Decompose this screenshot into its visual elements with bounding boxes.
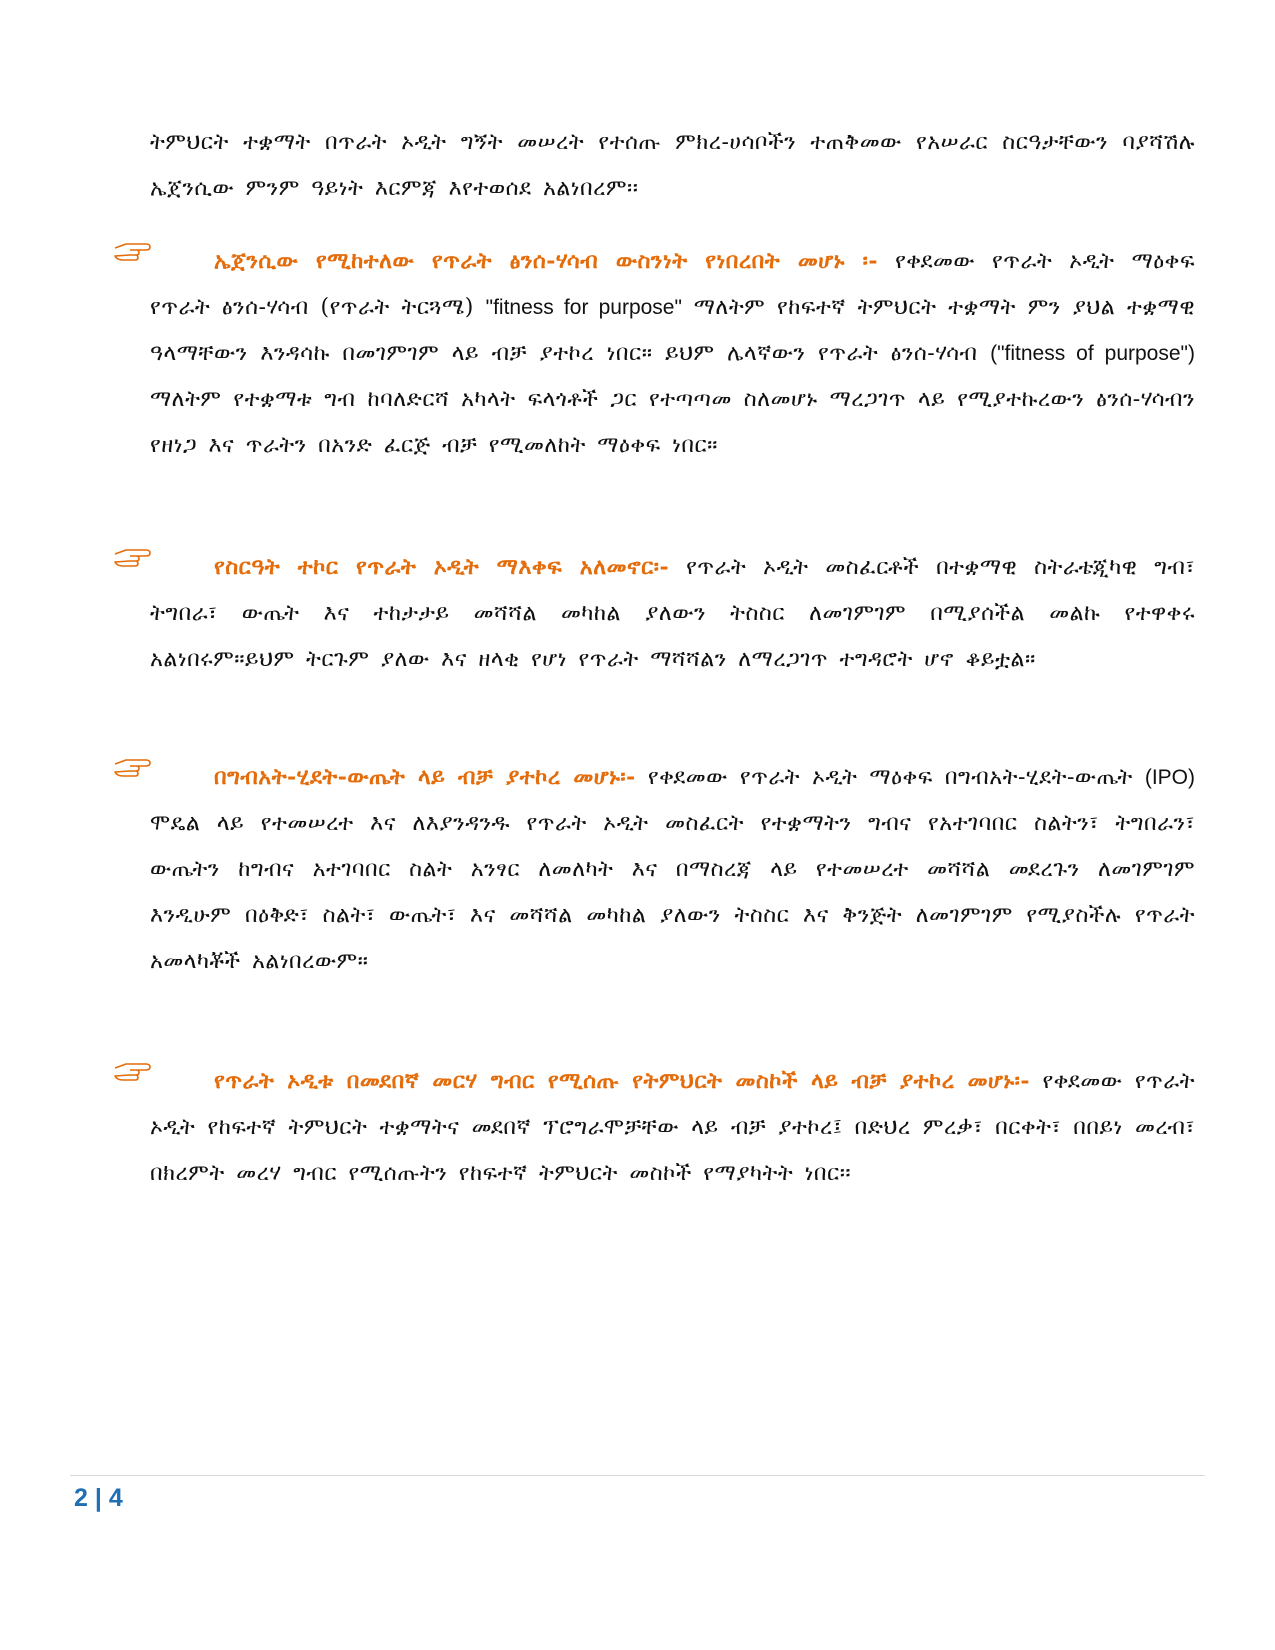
bullet-latin-term: (IPO) <box>1144 766 1195 789</box>
bullet-text: ማለትም የከፍተኛ ትምህርት ተቋማት ምን ያህል ተቋማዊ ዓላማቸውን እንዳሳኩ በመገምገም ላይ ብቻ ያተኮረ ነበር። ይህም ሌላኛውን የጥራት ፅንሰ-ሃሳብ <box>150 295 1195 366</box>
bullet-text: ሞዴል ላይ የተመሠረተ እና ለእያንዳንዱ የጥራት ኦዲት መስፈርት የተቋማትን ግብና የአተገባበር ስልትን፣ ትግበራን፣ ውጤትን ከግብና አተገባበር ስልት አንፃር ለመለካት እና በማስረጃ ላይ የተመሠረተ መሻሻል መደረጉን ለመገምገም እንዲሁም በዕቅድ፣ ስልት፣ ውጤት፣ እና መሻሻል መካከል ያለውን ትስስር እና ቅንጅት ለመገምገም የሚያስችሉ የጥራት አመላካቾች አልነበረውም። <box>150 811 1195 974</box>
bullet-item-3 <box>150 754 1195 985</box>
pointing-hand-icon <box>112 756 152 778</box>
pointing-hand-icon <box>112 240 152 262</box>
bullet-text: የቀደመው የጥራት ኦዲት ማዕቀፍ በግብአት-ሂደት-ውጤት <box>635 765 1145 790</box>
page-separator: | <box>94 1484 103 1512</box>
bullet-item-1 <box>150 238 1195 469</box>
footer-divider <box>70 1475 1205 1476</box>
intro-paragraph <box>150 120 1195 212</box>
bullet-text: ማለትም የተቋማቱ ግብ ከባለድርሻ አካላት ፍላጎቶች ጋር የተጣጣመ ስለመሆኑ ማረጋገጥ ላይ የሚያተኩረውን ፅንሰ-ሃሳብን የዘነጋ እና ጥራትን በአንድ ፈርጅ ብቻ የሚመለከት ማዕቀፍ ነበር። <box>150 387 1195 458</box>
bullet-heading: በግብአት-ሂደት-ውጤት ላይ ብቻ ያተኮረ መሆኑ፡- <box>214 764 636 790</box>
bullet-latin-term: ("fitness of purpose") <box>990 342 1195 365</box>
bullet-item-2 <box>150 544 1195 683</box>
bullet-text: የጥራት ኦዲት መስፈርቶች በተቋማዊ ስትራቴጂካዊ ግብ፣ ትግበራ፣ ውጤት እና ተከታታይ መሻሻል መካከል ያለውን ትስስር ለመገምገም በሚያሰችል መልኩ የተዋቀሩ አልነበሩም።ይህም ትርጉም ያለው እና ዘላቂ የሆነ የጥራት ማሻሻልን ለማረጋገጥ ተግዳሮት ሆኖ ቆይቷል። <box>150 555 1195 672</box>
bullet-text: የቀደመው የጥራት ኦዲት ማዕቀፍ የጥራት ፅንሰ-ሃሳብ (የጥራት ትርጓሜ) <box>150 249 1195 320</box>
pointing-hand-icon <box>112 1060 152 1082</box>
current-page: 2 <box>74 1484 89 1512</box>
intro-text: ትምህርት ተቋማት በጥራት ኦዲት ግኝት መሠረት የተሰጡ ምክረ-ሀሳቦችን ተጠቅመው የአሠራር ስርዓታቸውን ባያሻሽሉ ኤጀንሲው ምንም ዓይነት እርምጃ እየተወሰደ አልነበረም፡፡ <box>150 130 1195 201</box>
bullet-latin-term: "fitness for purpose" <box>485 296 682 319</box>
page-number <box>74 1484 124 1513</box>
bullet-item-4 <box>150 1058 1195 1197</box>
total-pages: 4 <box>108 1484 124 1512</box>
bullet-heading: ኤጀንሲው የሚከተለው የጥራት ፅንሰ-ሃሳብ ውስንነት የነበረበት መሆኑ ፡- <box>214 248 878 274</box>
bullet-text: የቀደመው የጥራት ኦዲት የከፍተኛ ትምህርት ተቋማትና መደበኛ ፕሮግራሞቻቸው ላይ ብቻ ያተኮረ፤ በድህረ ምረቃ፣ በርቀት፣ በበይነ መረብ፣ በክረምት መረሃ ግብር የሚሰጡትን የከፍተኛ ትምህርት መስኮች የማያካትት ነበር፡፡ <box>150 1069 1195 1186</box>
bullet-heading: የስርዓት ተኮር የጥራት ኦዲት ማእቀፍ አለመኖር፡- <box>214 554 670 580</box>
bullet-heading: የጥራት ኦዲቱ በመደበኛ መርሃ ግብር የሚሰጡ የትምህርት መስኮች ላይ ብቻ ያተኮረ መሆኑ፡- <box>214 1068 1030 1094</box>
pointing-hand-icon <box>112 546 152 568</box>
